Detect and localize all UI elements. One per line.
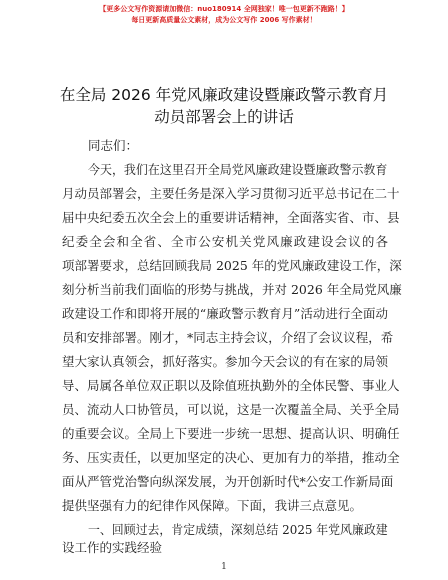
promo-banner-line-2: 每日更新高质量公文素材，成为公文写作 2006 写作素材！: [131, 16, 317, 24]
body-line: 面从严管党治警向纵深发展，为开创新时代*公安工作新局面: [62, 474, 394, 489]
document-title-line-1: 在全局 2026 年党风廉政建设暨廉政警示教育月: [59, 86, 389, 104]
section-heading-line: 一、回顾过去，肯定成绩，深刻总结 2025 年党风廉政建: [88, 522, 388, 537]
body-line: 月动员部署会，主要任务是深入学习贯彻习近平总书记在二十: [62, 186, 400, 201]
body-line: 导、局属各单位双正职以及除值班执勤外的全体民警、事业人: [62, 378, 400, 393]
body-line: 政建设工作和即将开展的“廉政警示教育月”活动进行全面动: [62, 306, 388, 321]
body-line: 员和安排部署。刚才，*同志主持会议，介绍了会议议程，希: [62, 330, 394, 345]
body-line: 项部署要求，总结回顾我局 2025 年的党风廉政建设工作，深: [62, 258, 402, 273]
body-line: 的重要会议。全局上下要进一步统一思想、提高认识、明确任: [62, 426, 400, 441]
section-heading-line: 设工作的实践经验: [62, 540, 163, 555]
body-line: 今天，我们在这里召开全局党风廉政建设暨廉政警示教育: [88, 162, 388, 177]
salutation: 同志们：: [88, 138, 139, 153]
body-line: 务、压实责任，以更加坚定的决心、更加有力的举措，推动全: [62, 450, 400, 465]
page-number: 1: [221, 562, 227, 572]
body-line: 望大家认真领会，抓好落实。参加今天会议的有在家的局领: [62, 354, 388, 369]
promo-banner-line-1: 【更多公文写作资源请加微信：nuo180914 全网独家！唯一包更新不跑路！】: [99, 5, 349, 13]
body-line: 刻分析当前我们面临的形势与挑战，并对 2026 年全局党风廉: [62, 282, 402, 297]
body-line: 员、流动人口协管员，可以说，这是一次覆盖全局、关乎全局: [62, 402, 400, 417]
document-title-line-2: 动员部署会上的讲话: [154, 108, 294, 126]
body-line: 提供坚强有力的纪律作风保障。下面，我讲三点意见。: [62, 498, 363, 513]
body-line: 纪委全会和全省、全市公安机关党风廉政建设会议的各: [62, 234, 388, 249]
body-line: 届中央纪委五次全会上的重要讲话精神，全面落实省、市、县: [62, 210, 400, 225]
